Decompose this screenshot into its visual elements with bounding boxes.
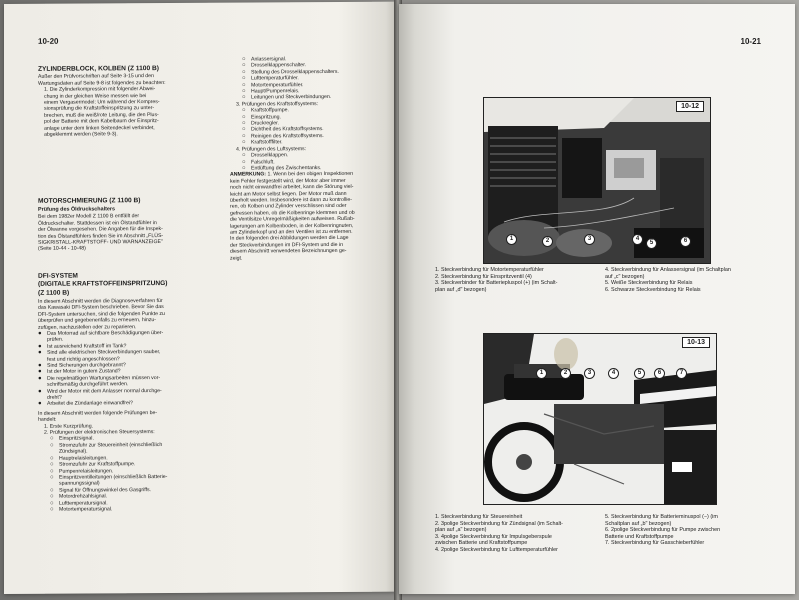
checklist-item-text: Die regelmäßigen Wartungsarbeiten müssen vor- (47, 374, 161, 382)
text-line: Bei dem 1982er Modell Z 1100 B entfällt der (38, 213, 140, 221)
caption-list-10-12-left (435, 267, 603, 293)
subheading-oeldruckschalter: Prüfung des Öldruckschalters (38, 206, 115, 213)
fuel-item-text: Kraftstofffilter. (251, 139, 283, 146)
checklist-item-text: Das Motorrad auf sichtbare Beschädigungen über- (47, 329, 164, 337)
caption-line: 2. 3polige Steckverbindung für Zündsignal (im Schalt- (435, 520, 563, 527)
text-line: chung in der gleichen Weise messen wie bei (44, 92, 147, 100)
section-title-line: DFI-SYSTEM (38, 272, 78, 280)
subtest-item-text: Motortemperatursignal. (59, 506, 113, 513)
callout-number: 1 (506, 234, 517, 245)
test-subitems (38, 435, 223, 513)
left-page (4, 2, 398, 594)
text-line: (Seite 10-44 - 10-48) (38, 245, 86, 253)
section-dfi-intro (38, 298, 223, 331)
text-line: das Kawasaki DFI-System beschrieben. Bevor Sie das (38, 304, 164, 312)
note-line: gefressen haben, ob die Kolbenringe klemmen und ob (230, 209, 355, 217)
note-line-text: 1. Wenn bei den obigen Inspektionen (266, 171, 354, 178)
text-line: Außer den Prüfvorschriften auf Seite 3-15 und den (38, 73, 154, 81)
circle-bullet-icon (242, 140, 248, 146)
right-page (399, 4, 795, 594)
subtest-item-text: Haupt/Pumpenrelais. (251, 88, 300, 95)
callout-number: 1 (536, 368, 547, 379)
checklist-item-text: Sind alle elektrischen Steckverbindungen sauber, (47, 349, 161, 356)
subtest-item-text: Zündsignal). (59, 448, 88, 455)
text-line: DFI-System untersuchen, sind die folgenden Punkte zu (38, 310, 165, 318)
subtest-item-text: Stromzufuhr zur Steuereinheit (einschließlich (59, 441, 163, 449)
text-line: der Ölwanne vorgesehen. Die Angaben für die Inspek- (38, 226, 163, 233)
checklist-item-text: Sind Sicherungen durchgebrannt? (47, 362, 126, 369)
subtest-item-text: Motordrehzahlsignal. (59, 493, 108, 500)
air-item-text: Drosselklappen. (251, 152, 289, 159)
subtest-item-text: Hauptrelaisleitungen. (59, 455, 108, 462)
subtest-item-text: Stellung des Drosselklappenschalters. (251, 68, 339, 76)
fuel-item-text: Einspritzung. (251, 113, 281, 121)
callout-number: 5 (646, 238, 657, 249)
subtest-item (38, 506, 223, 514)
caption-line: Schaltplan auf „b" bezogen) (605, 520, 672, 527)
checklist-bullets (38, 330, 223, 408)
right-column (230, 56, 390, 262)
callout-number: 2 (560, 368, 571, 379)
caption-line: 7. Steckverbindung für Gasschieberfühler (605, 540, 705, 547)
frame-photo-art (484, 334, 716, 504)
caption-line: plan auf „a" bezogen) (435, 527, 487, 534)
checklist-item-text: prüfen. (47, 337, 64, 344)
caption-line: 1. Steckverbindung für Steuereinheit (435, 514, 523, 520)
air-system-items (230, 152, 390, 172)
fuel-item-text: Kraftstoffpumpe. (251, 107, 289, 114)
caption-line: auf „c" bezogen) (605, 273, 645, 280)
checklist-item-text: Ist der Motor in gutem Zustand? (47, 368, 121, 376)
note-line: der Steckverbindungen im DFI-System und die in (230, 241, 344, 249)
text-line: einem Vergasermodel: Um während der Kompres- (44, 99, 160, 106)
note-line: In den folgenden drei Abbildungen werden die Lage (230, 235, 349, 242)
checklist-item-text: Ist ausreichend Kraftstoff im Tank? (47, 343, 127, 350)
text-line: In diesem Abschnitt werden folgende Prüfungen be- (38, 409, 158, 417)
note-paragraph (230, 171, 390, 262)
caption-line: 6. Schwarze Steckverbindung für Relais (605, 286, 701, 293)
callout-number: 3 (584, 368, 595, 379)
callout-number: 3 (584, 234, 595, 245)
callout-number: 4 (608, 368, 619, 379)
caption-line: 3. Steckverbinder für Batteriepluspol (+) (im Schalt- (435, 280, 558, 287)
bullet-icon (38, 401, 44, 407)
callout-number: 6 (680, 236, 691, 247)
section-title-line: (Z 1100 B) (38, 289, 70, 297)
note-line: noch nicht einwandfrei arbeitet, kann die Störung viel- (230, 183, 354, 191)
note-line: die Ventilsitze Unregelmäßigkeiten aufweisen. Rußab- (230, 216, 355, 223)
text-line: handelt: (38, 416, 57, 424)
subtest-item-text: Lufttemperaturfühler. (251, 75, 299, 82)
callout-number: 2 (542, 236, 553, 247)
note-line: lagerungen am Kolbenboden, in der Kolbenringnuten, (230, 222, 354, 230)
text-line: In diesem Abschnitt werden die Diagnoseverfahren für (38, 297, 163, 305)
checklist-item-text: Arbeitet die Zündanlage einwandfrei? (47, 400, 133, 408)
subtest-item-text: Einspritzventilleitungen (einschließlich Batterie- (59, 473, 168, 481)
subtest-item-text: Motortemperaturfühler. (251, 81, 304, 89)
caption-line: zwischen Batterie und Kraftstoffpumpe (435, 540, 528, 547)
checklist-item-text: Wird der Motor mit dem Anlasser normal durchge- (47, 387, 162, 395)
section-zylinderblock-item (38, 86, 223, 138)
section-zylinderblock-text (38, 73, 223, 87)
air-item-text: Entlüftung des Zwischentanks. (251, 164, 322, 172)
caption-line: 3. 4polige Steckverbindung für Impulsgeberspule (435, 533, 552, 540)
section-title-line: (DIGITALE KRAFTSTOFFEINSPRITZUNG) (38, 280, 168, 288)
callout-number: 6 (654, 368, 665, 379)
section-title-dfi-system (38, 271, 223, 296)
column2-items (230, 56, 390, 102)
text-line: Öldruckschalter. Stattdessen ist ein Ölstandfühler in (38, 219, 157, 227)
air-item-text: Falschluft. (251, 158, 275, 165)
caption-line: 6. 2polige Steckverbindung für Pumpe zwischen (605, 527, 721, 534)
subtest-item-text: Stromzufuhr zur Kraftstoffpumpe. (59, 461, 136, 468)
page-number-left: 10-20 (38, 36, 59, 46)
figure-label-10-12: 10-12 (676, 101, 704, 112)
text-line: anlage unter dem linken Seitendeckel verbindet, (44, 124, 155, 132)
test-item-1: 1. Erste Kurzprüfung. (44, 423, 94, 430)
photo-engine-connectors (483, 97, 711, 264)
note-line: leicht am Motor selbst liegen. Der Motor muß dann (230, 190, 347, 198)
page-number-right: 10-21 (740, 37, 761, 46)
checklist-item-text: dreht? (47, 394, 62, 401)
caption-line: plan auf „d" bezogen) (435, 286, 487, 293)
text-line: abgeklemmt werden (Seite 9-3). (44, 131, 118, 138)
note-line: ren, ob Kolben und Zylinder verschlissen sind oder (230, 203, 347, 210)
fuel-system-items (230, 107, 390, 146)
test-item-2: 2. Prüfungen der elektronischen Steuersystems: (44, 429, 155, 436)
checklist-item-text: fest und richtig angeschlossen? (47, 355, 120, 363)
section-motorschmierung-text (38, 213, 223, 253)
text-line: 1. Die Zylinderkompression mit folgender Abwei- (44, 86, 156, 93)
photo-frame-connectors (483, 333, 717, 505)
callout-number: 5 (634, 368, 645, 379)
tests-intro (38, 410, 223, 424)
caption-line: 4. Steckverbindung für Anlassersignal (im Schaltplan (605, 267, 731, 273)
figure-label-10-13: 10-13 (682, 337, 710, 348)
text-line: pol der Batterie mit dem Kabelbaum der Einspritz- (44, 118, 159, 126)
fuel-item-text: Reinigen des Kraftstoffsystems. (251, 132, 324, 140)
fuel-item-text: Dichtheit des Kraftstoffsystems. (251, 126, 324, 133)
caption-line: 5. Steckverbindung für Batterieminuspol (−) (im (605, 514, 718, 520)
subtest-item-text: Anlassersignal. (251, 56, 287, 63)
fuel-item-text: Druckregler. (251, 120, 279, 127)
engine-photo-art (484, 98, 710, 263)
text-line: SIGKRISTALL-KRAFTSTOFF- UND WARNANZEIGE" (38, 238, 163, 246)
checklist-item-text: schriftsmäßig durchgeführt werden. (47, 381, 129, 388)
note-line: überholt werden. Insbesondere ist dann zu kontrollie- (230, 196, 352, 204)
callout-number: 4 (632, 234, 643, 245)
test-item-4: 4. Prüfungen des Luftsystems: (236, 145, 307, 153)
test-item-3: 3. Prüfungen des Kraftstoffsystems: (236, 100, 319, 108)
subtest-item-text: Drosselklappenschalter. (251, 62, 307, 69)
text-line: zufügen, nachzustellen oder zu reparieren. (38, 323, 137, 331)
subtest-item-text: Signal für Öffnungswinkel des Gasgriffs. (59, 486, 152, 494)
caption-line: 4. 2polige Steckverbindung für Lufttemperaturfühler (435, 546, 558, 553)
caption-line: 2. Steckverbindung für Einspritzventil (4) (435, 273, 532, 280)
subtest-item-text: Einspritzsignal. (59, 435, 94, 443)
subtest-item-text: Leitungen und Steckverbindungen. (251, 94, 332, 101)
note-label: ANMERKUNG: (230, 171, 267, 178)
note-line: zeigt. (230, 255, 243, 262)
note-line: am Zylinderkopf und an den Ventilen ist zu entfernen. (230, 228, 353, 236)
callout-number: 7 (676, 368, 687, 379)
left-column (38, 65, 223, 513)
subtest-item-text: Pumpenrelaisleitungen. (59, 467, 114, 475)
section-title-motorschmierung: MOTORSCHMIERUNG (Z 1100 B) (38, 197, 141, 206)
subtest-item-text: Lufttemperatursignal. (59, 499, 108, 507)
circle-bullet-icon (50, 507, 56, 513)
text-line: sionsprüfung die Kraftstoffeinspritzung zu unter- (44, 105, 155, 113)
circle-bullet-icon (242, 95, 248, 101)
section-title-zylinderblock: ZYLINDERBLOCK, KOLBEN (Z 1100 B) (38, 65, 159, 73)
caption-list-10-12-right (605, 267, 775, 293)
text-line: Wartungsdaten auf Seite 9-8 ist folgendes zu beachten: (38, 79, 166, 87)
checklist-item (38, 400, 223, 408)
text-line: brechen, muß die weiß/rote Leitung, die den Plus- (44, 111, 159, 119)
note-line: diesem Abschnitt verwendeten Bezeichnungen ge- (230, 248, 347, 255)
caption-line: Batterie und Kraftstoffpumpe (605, 533, 674, 540)
caption-line: 5. Weiße Steckverbindung für Relais (605, 280, 693, 287)
subtest-item-text: spannungssignal) (59, 480, 100, 487)
caption-line: 1. Steckverbindung für Motortemperaturfühler (435, 267, 544, 273)
caption-list-10-13-left (435, 514, 603, 554)
note-line: kein Fehler festgestellt wird, der Motor aber immer (230, 177, 346, 185)
text-line: tion des Ölstandfühlers finden Sie im Abschnitt „FLÜS- (38, 232, 164, 240)
text-line: überprüfen und gegebenenfalls zu erneuern, hinzu- (38, 317, 156, 324)
caption-list-10-13-right (605, 514, 775, 547)
